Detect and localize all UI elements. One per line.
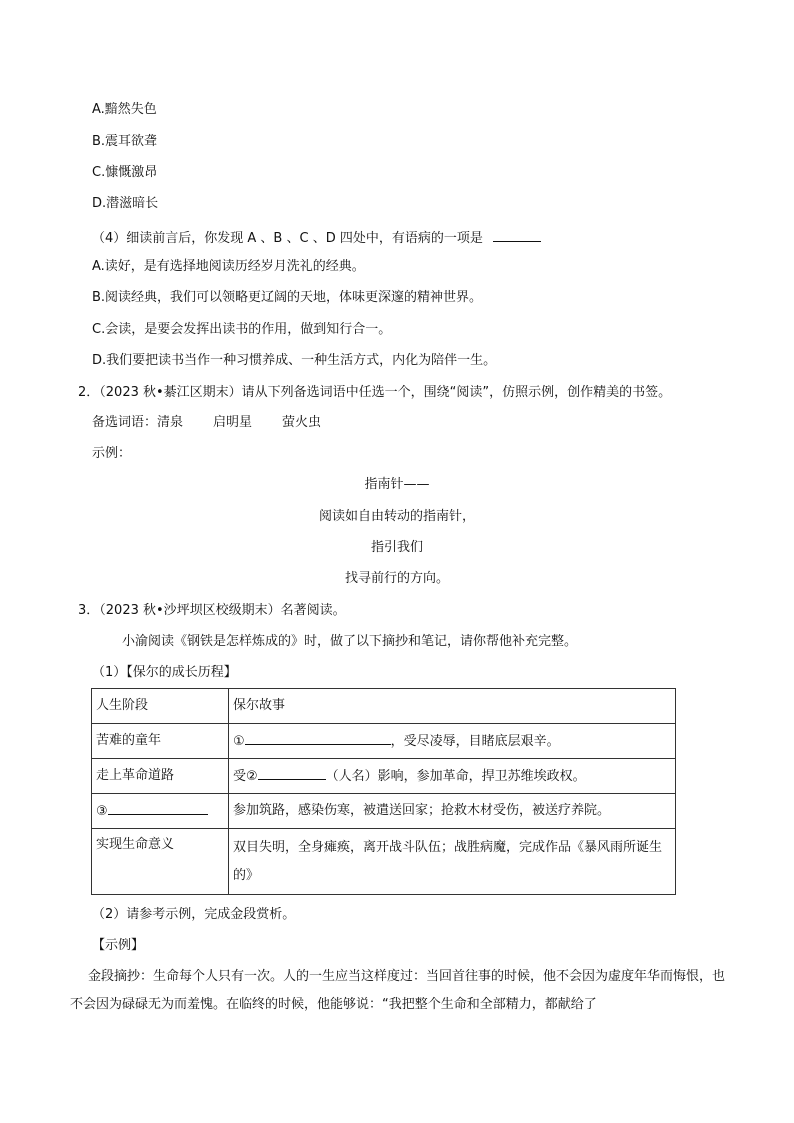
q3-stem: 3．（2023 秋•沙坪坝区校级期末）名著阅读。	[78, 603, 346, 618]
option-a: A.黯然失色	[92, 102, 157, 117]
stage-cell: 实现生命意义	[92, 829, 229, 895]
table-row	[92, 794, 676, 829]
story-cell	[229, 759, 676, 794]
option-c: C.慷慨激昂	[92, 165, 158, 180]
q2-word-list	[92, 414, 321, 432]
stage-cell: 苦难的童年	[92, 724, 229, 759]
blank-marker: ①	[233, 734, 245, 749]
q3-intro: 小渝阅读《钢铁是怎样炼成的》时，做了以下摘抄和笔记，请你帮他补充完整。	[122, 634, 578, 649]
table-header-cell: 人生阶段	[92, 689, 229, 724]
excerpt-paragraph: 金段摘抄：生命每个人只有一次。人的一生应当这样度过：当回首往事的时候，他不会因为虚度年华而悔恨，也不会因为碌碌无为而羞愧。在临终的时候，他能够说：“我把整个生命和全部精力，都献给了	[70, 969, 726, 1012]
blank-marker: 受②	[233, 769, 258, 784]
q2-word: 清泉	[157, 415, 184, 430]
example-line: 指南针——	[364, 477, 430, 492]
example-line: 找寻前行的方向。	[344, 571, 449, 586]
q1-part4-prompt-line	[92, 227, 541, 248]
example-heading: 【示例】	[92, 938, 145, 953]
table-row	[92, 759, 676, 794]
example-line: 指引我们	[370, 540, 423, 555]
q3-part2-title: （2）请参考示例，完成金段赏析。	[92, 907, 296, 922]
option-d: D.潜滋暗长	[92, 196, 159, 211]
story-text: （人名）影响，参加革命，捍卫苏维埃政权。	[325, 769, 586, 784]
q3-part1-title: （1）【保尔的成长历程】	[92, 665, 237, 680]
table-row	[92, 724, 676, 759]
stage-cell	[92, 794, 229, 829]
story-cell: 参加筑路，感染伤寒，被遣送回家；抢救木材受伤，被送疗养院。	[229, 794, 676, 829]
q1-part4-option-a: A.读好，是有选择地阅读历经岁月洗礼的经典。	[92, 259, 365, 274]
q1-part4-option-c: C.会读，是要会发挥出读书的作用，做到知行合一。	[92, 322, 392, 337]
q1-part4-prompt: （4）细读前言后，你发现 A 、B 、C 、D 四处中，有语病的一项是	[92, 231, 483, 246]
answer-blank[interactable]	[108, 800, 208, 815]
story-cell: 双目失明，全身瘫痪，离开战斗队伍；战胜病魔，完成作品《暴风雨所诞生的》	[229, 829, 676, 895]
example-line: 阅读如自由转动的指南针，	[318, 509, 475, 524]
q1-part4-option-b: B.阅读经典，我们可以领略更辽阔的天地，体味更深邃的精神世界。	[92, 290, 483, 305]
answer-blank[interactable]	[493, 227, 541, 242]
table-row	[92, 829, 676, 895]
story-cell	[229, 724, 676, 759]
q2-words-label: 备选词语：	[92, 415, 158, 430]
q2-word: 启明星	[213, 415, 253, 430]
table-header-cell: 保尔故事	[229, 689, 676, 724]
story-text: ，受尽凌辱，目睹底层艰辛。	[390, 734, 560, 749]
option-b: B.震耳欲聋	[92, 134, 158, 149]
q2-example-label: 示例：	[92, 446, 132, 461]
answer-blank[interactable]	[258, 765, 326, 780]
answer-blank[interactable]	[245, 730, 391, 745]
q2-word: 萤火虫	[282, 415, 322, 430]
table-header-row	[92, 689, 676, 724]
q2-stem: 2．（2023 秋•綦江区期末）请从下列备选词语中任选一个，围绕“阅读”，仿照示例，创作精美的书签。	[78, 385, 672, 400]
stage-cell: 走上革命道路	[92, 759, 229, 794]
growth-table	[91, 688, 676, 895]
q1-part4-option-d: D.我们要把读书当作一种习惯养成、一种生活方式，内化为陪伴一生。	[92, 353, 497, 368]
blank-marker: ③	[96, 804, 108, 819]
